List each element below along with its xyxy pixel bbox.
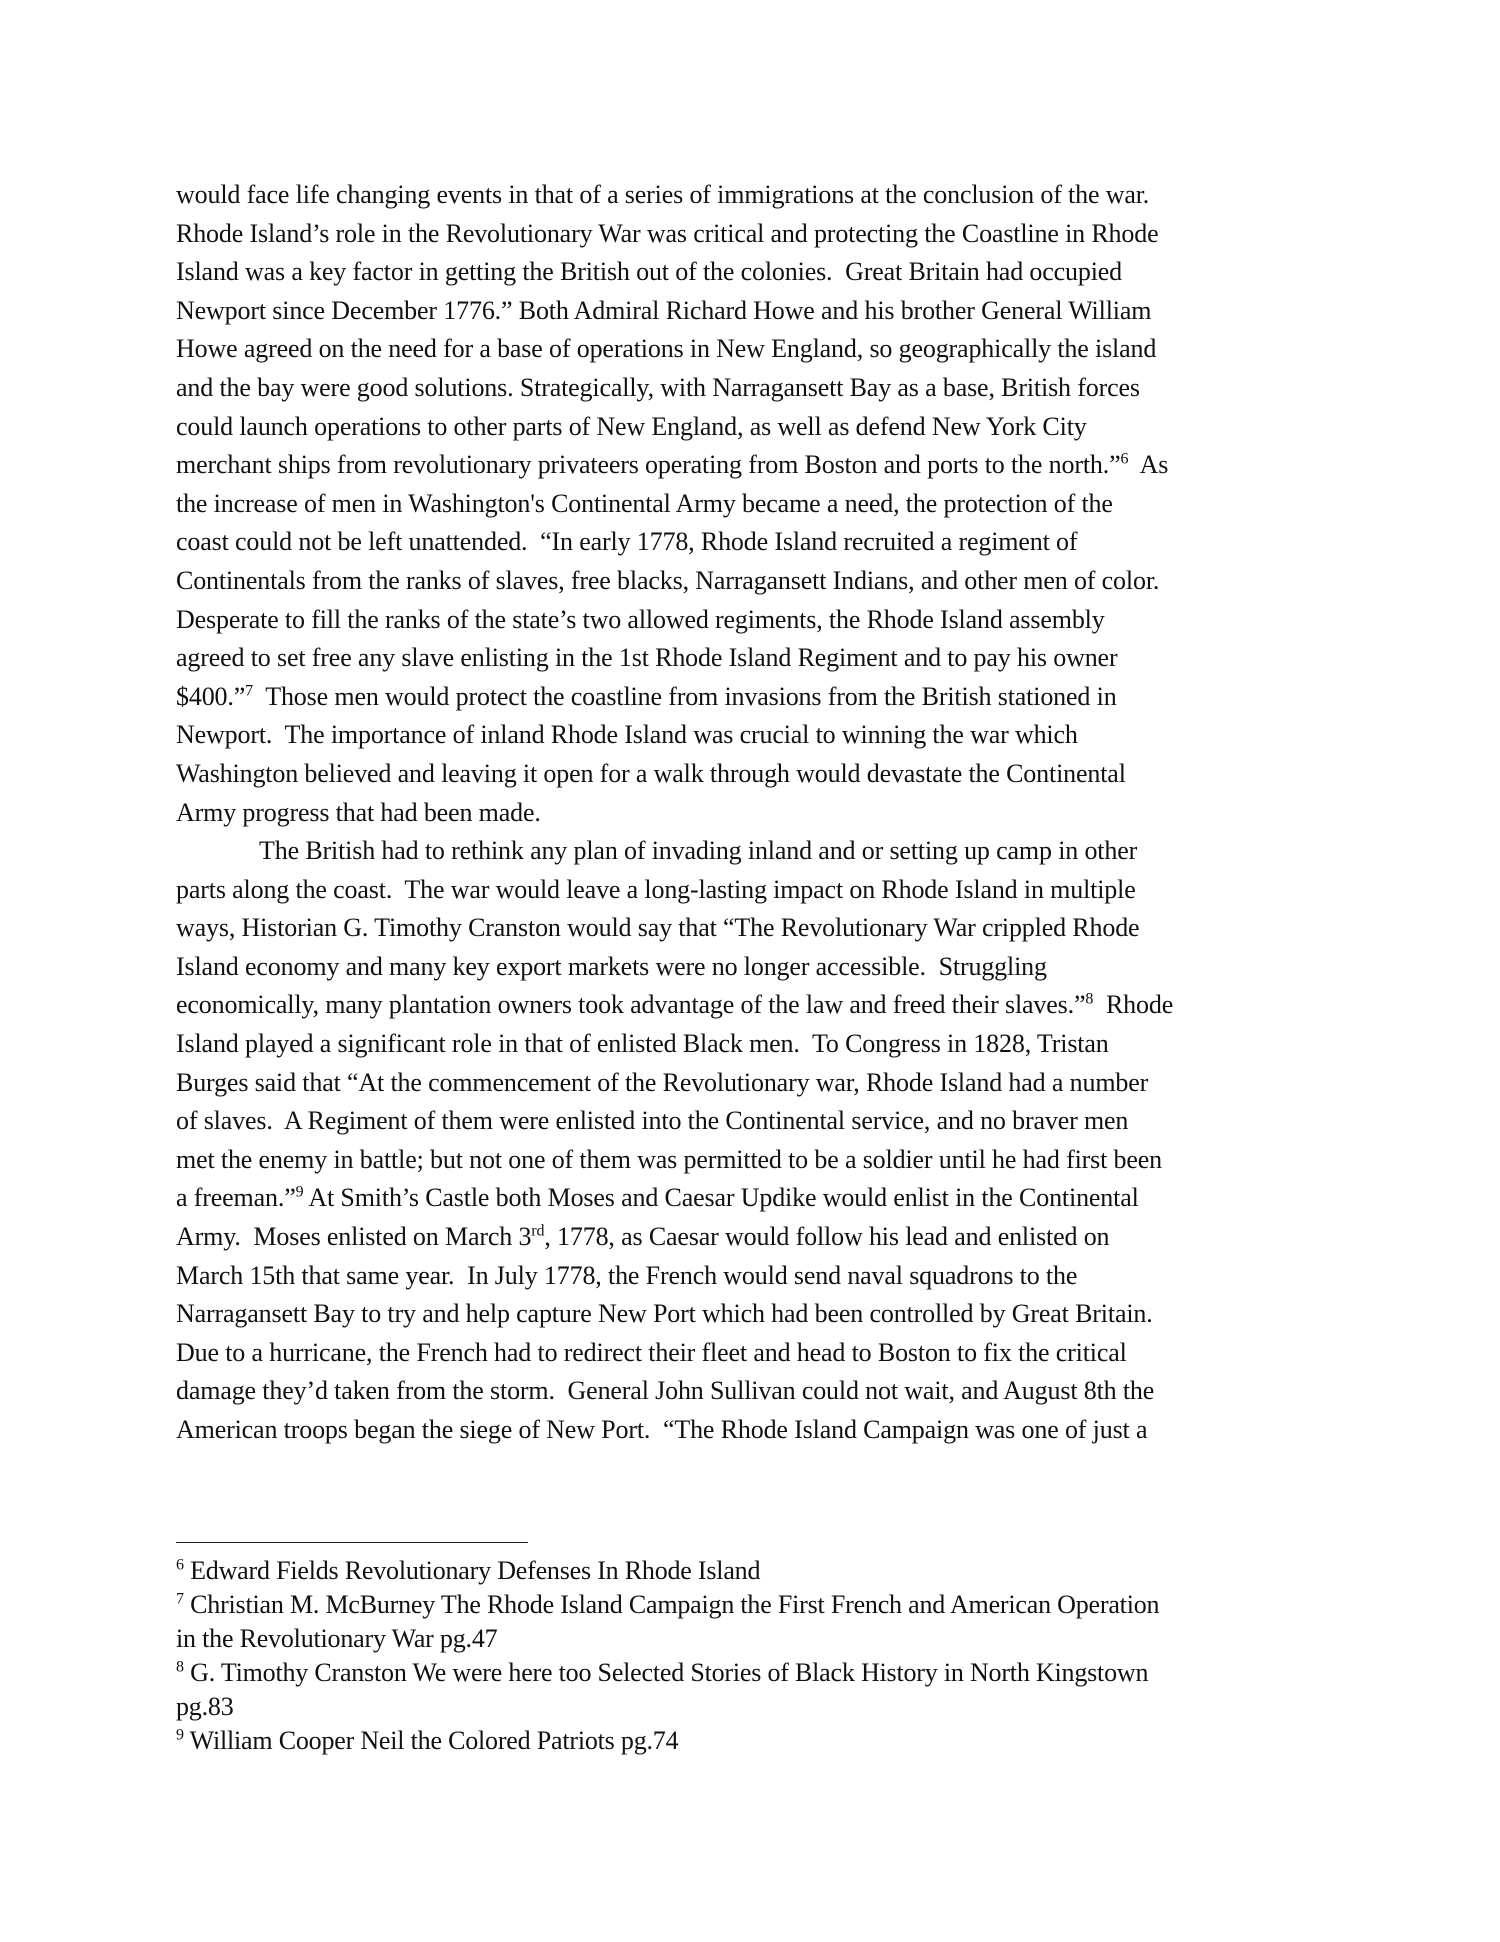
- text-line: [176, 678, 1336, 717]
- footnote-text: William Cooper Neil the Colored Patriots pg.74: [189, 1726, 679, 1755]
- text-segment: $400.”: [176, 681, 246, 711]
- footnote-6: [176, 1554, 1336, 1588]
- footnote-number: 7: [176, 1590, 184, 1608]
- footnote-separator: [176, 1542, 528, 1543]
- text-line: [176, 1179, 1336, 1218]
- text-line: Island was a key factor in getting the British out of the colonies. Great Britain had occupied: [176, 257, 1123, 287]
- footnotes: [176, 1554, 1336, 1758]
- text-line: [176, 986, 1336, 1025]
- footnote-number: 6: [176, 1556, 184, 1574]
- text-line: March 15th that same year. In July 1778, the French would send naval squadrons to the: [176, 1260, 1078, 1290]
- footnote-line: [176, 1724, 1336, 1758]
- text-segment: merchant ships from revolutionary privateers operating from Boston and ports to the north.”: [176, 450, 1121, 480]
- ordinal-suffix: rd: [531, 1222, 545, 1240]
- footnote-ref-8[interactable]: 8: [1085, 990, 1094, 1008]
- text-line: Continentals from the ranks of slaves, free blacks, Narragansett Indians, and other men of color.: [176, 565, 1160, 595]
- text-line: Army progress that had been made.: [176, 797, 541, 827]
- footnote-9: [176, 1724, 1336, 1758]
- text-segment: Rhode: [1093, 990, 1174, 1020]
- text-line: Island played a significant role in that of enlisted Black men. To Congress in 1828, Tristan: [176, 1029, 1109, 1059]
- text-line: Narragansett Bay to try and help capture New Port which had been controlled by Great Britain.: [176, 1299, 1153, 1329]
- footnote-number: 8: [176, 1658, 184, 1676]
- text-line: Desperate to fill the ranks of the state’s two allowed regiments, the Rhode Island assembly: [176, 604, 1105, 634]
- text-line: Howe agreed on the need for a base of operations in New England, so geographically the island: [176, 334, 1157, 364]
- text-line: Island economy and many key export markets were no longer accessible. Struggling: [176, 951, 1047, 981]
- footnote-8: [176, 1656, 1336, 1724]
- text-line: Newport. The importance of inland Rhode Island was crucial to winning the war which: [176, 720, 1078, 750]
- footnote-ref-6[interactable]: 6: [1120, 450, 1129, 468]
- text-line: damage they’d taken from the storm. General John Sullivan could not wait, and August 8th the: [176, 1376, 1155, 1406]
- text-line: Washington believed and leaving it open for a walk through would devastate the Continental: [176, 758, 1126, 788]
- text-segment: Army. Moses enlisted on March 3: [176, 1222, 532, 1252]
- footnote-ref-9[interactable]: 9: [295, 1183, 304, 1201]
- footnote-line: in the Revolutionary War pg.47: [176, 1624, 498, 1653]
- text-line: of slaves. A Regiment of them were enlisted into the Continental service, and no braver men: [176, 1106, 1129, 1136]
- text-line: Newport since December 1776.” Both Admiral Richard Howe and his brother General William: [176, 295, 1152, 325]
- text-segment: As: [1128, 450, 1169, 480]
- body-text: [176, 176, 1336, 1450]
- text-line: The British had to rethink any plan of invading inland and or setting up camp in other: [259, 836, 1138, 866]
- footnote-7: [176, 1588, 1336, 1656]
- text-line: Due to a hurricane, the French had to redirect their fleet and head to Boston to fix the critical: [176, 1337, 1127, 1367]
- text-line: would face life changing events in that of a series of immigrations at the conclusion of the war.: [176, 180, 1150, 209]
- text-segment: economically, many plantation owners took advantage of the law and freed their slaves.”: [176, 990, 1086, 1020]
- text-segment: a freeman.”: [176, 1183, 296, 1213]
- text-segment: , 1778, as Caesar would follow his lead and enlisted on: [544, 1222, 1110, 1252]
- footnote-line: [176, 1588, 1336, 1622]
- footnote-text: Edward Fields Revolutionary Defenses In Rhode Island: [190, 1556, 761, 1585]
- footnote-line: [176, 1656, 1336, 1690]
- footnote-ref-7[interactable]: 7: [245, 682, 253, 700]
- text-line: coast could not be left unattended. “In early 1778, Rhode Island recruited a regiment of: [176, 527, 1078, 557]
- text-line: [176, 1218, 1336, 1257]
- text-line: parts along the coast. The war would leave a long-lasting impact on Rhode Island in multiple: [176, 874, 1136, 904]
- text-line: Rhode Island’s role in the Revolutionary War was critical and protecting the Coastline in Rhode: [176, 218, 1159, 248]
- footnote-line: pg.83: [176, 1692, 234, 1721]
- text-line: American troops began the siege of New Port. “The Rhode Island Campaign was one of just a: [176, 1415, 1148, 1444]
- text-line: and the bay were good solutions. Strategically, with Narragansett Bay as a base, British forces: [176, 372, 1140, 402]
- text-line: [176, 446, 1336, 485]
- footnote-text: G. Timothy Cranston We were here too Selected Stories of Black History in North Kingstown: [190, 1658, 1149, 1687]
- text-line: ways, Historian G. Timothy Cranston would say that “The Revolutionary War crippled Rhode: [176, 913, 1140, 943]
- text-segment: At Smith’s Castle both Moses and Caesar Updike would enlist in the Continental: [303, 1183, 1139, 1213]
- text-line: could launch operations to other parts of New England, as well as defend New York City: [176, 411, 1087, 441]
- text-line: met the enemy in battle; but not one of them was permitted to be a soldier until he had first been: [176, 1144, 1163, 1174]
- footnote-number: 9: [176, 1726, 184, 1744]
- text-line: Burges said that “At the commencement of the Revolutionary war, Rhode Island had a number: [176, 1067, 1149, 1097]
- text-line: agreed to set free any slave enlisting in the 1st Rhode Island Regiment and to pay his owner: [176, 643, 1118, 673]
- footnote-text: Christian M. McBurney The Rhode Island Campaign the First French and American Operation: [190, 1590, 1160, 1619]
- text-segment: Those men would protect the coastline from invasions from the British stationed in: [253, 681, 1117, 711]
- text-line: the increase of men in Washington's Continental Army became a need, the protection of the: [176, 488, 1113, 518]
- footnote-line: [176, 1554, 1336, 1588]
